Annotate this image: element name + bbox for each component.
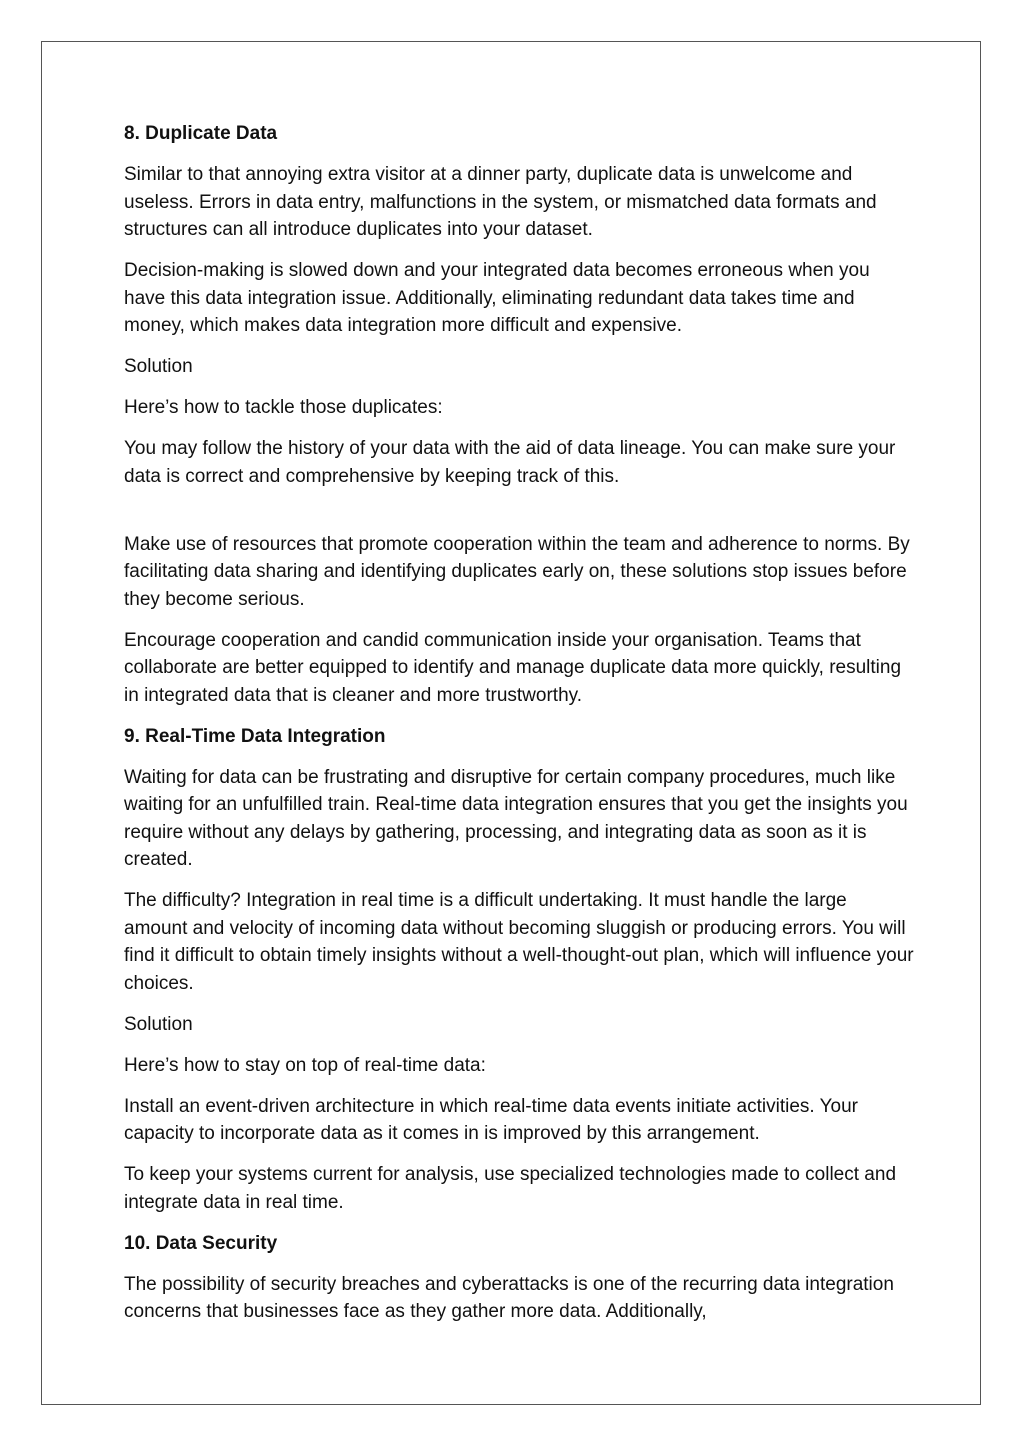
- paragraph: Here’s how to tackle those duplicates:: [124, 397, 443, 418]
- solution-label: Solution: [124, 1013, 193, 1035]
- paragraph: Make use of resources that promote cooperation within the team and adherence to norms. By facilitating data sharing and identifying duplicates early on, these solutions stop issues before they become serious.: [124, 533, 910, 610]
- blank-line: [124, 504, 914, 531]
- section-heading: 9. Real-Time Data Integration: [124, 725, 386, 747]
- paragraph: You may follow the history of your data with the aid of data lineage. You can make sure your data is correct and comprehensive by keeping track of this.: [124, 438, 896, 487]
- document-body: [124, 120, 914, 1339]
- solution-label: Solution: [124, 356, 193, 377]
- paragraph: The possibility of security breaches and cyberattacks is one of the recurring data integration concerns that businesses face as they gather more data. Additionally,: [124, 1273, 894, 1322]
- section-heading: 10. Data Security: [124, 1232, 278, 1254]
- paragraph: Waiting for data can be frustrating and disruptive for certain company procedures, much like waiting for an unfulfilled train. Real-time data integration ensures that you get the insights you require without any delays by gathering, processing, and integrating data as soon as it is created.: [124, 766, 908, 870]
- paragraph: To keep your systems current for analysis, use specialized technologies made to collect and integrate data in real time.: [124, 1164, 897, 1213]
- section-heading: 8. Duplicate Data: [124, 123, 278, 144]
- paragraph: Decision-making is slowed down and your integrated data becomes erroneous when you have this data integration issue. Additionally, eliminating redundant data takes time and money, which makes data integration more difficult and expensive.: [124, 260, 870, 336]
- paragraph: Here’s how to stay on top of real-time data:: [124, 1054, 486, 1076]
- paragraph: Encourage cooperation and candid communication inside your organisation. Teams that collaborate are better equipped to identify and manage duplicate data more quickly, resulting in integrated data that is cleaner and more trustworthy.: [124, 629, 902, 706]
- paragraph: Similar to that annoying extra visitor at a dinner party, duplicate data is unwelcome and useless. Errors in data entry, malfunctions in the system, or mismatched data formats and structures can all introduce duplicates into your dataset.: [124, 164, 877, 240]
- paragraph: Install an event-driven architecture in which real-time data events initiate activities. Your capacity to incorporate data as it comes in is improved by this arrangement.: [124, 1095, 858, 1144]
- paragraph: The difficulty? Integration in real time is a difficult undertaking. It must handle the large amount and velocity of incoming data without becoming sluggish or producing errors. You will find it difficult to obtain timely insights without a well-thought-out plan, which will influence your choices.: [124, 890, 914, 994]
